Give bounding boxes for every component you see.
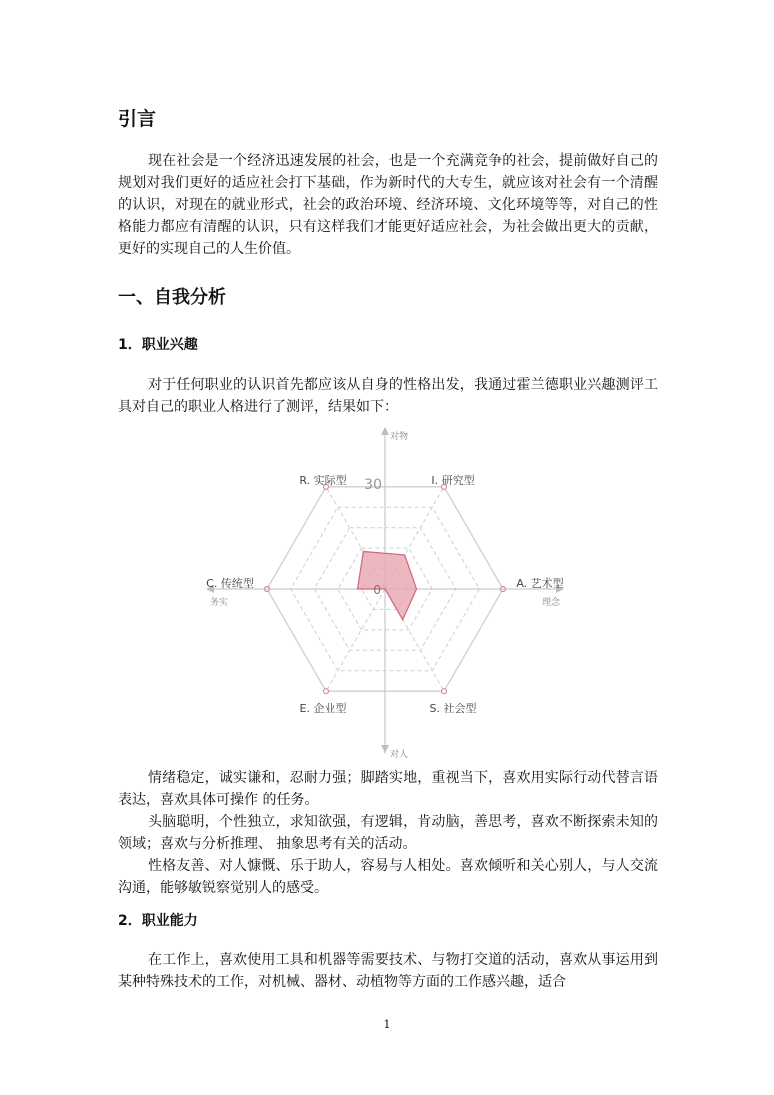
- radar-axis-label-3: S. 社会型: [429, 702, 477, 715]
- subsection-heading-ability: 2．职业能力: [118, 913, 198, 929]
- radar-direction-label-left: 务实: [210, 598, 229, 608]
- subsection-heading-interest: 1．职业兴趣: [118, 337, 198, 353]
- interest-paragraph-investigative: 头脑聪明，个性独立，求知欲强，有逻辑，肯动脑，善思考，喜欢不断探索未知的领域；喜欢与分析推理、 抽象思考有关的活动。: [118, 814, 658, 852]
- ability-paragraph: 在工作上，喜欢使用工具和机器等需要技术、与物打交道的活动，喜欢从事运用到某种特殊技术的工作，对机械、器材、动植物等方面的工作感兴趣，适合: [118, 952, 658, 990]
- radar-axis-label-1: I. 研究型: [431, 474, 475, 487]
- radar-axis-label-5: C. 传统型: [206, 577, 254, 590]
- interest-intro-paragraph: 对于任何职业的认识首先都应该从自身的性格出发，我通过霍兰德职业兴趣测评工具对自己的职业人格进行了测评，结果如下：: [118, 377, 658, 415]
- radar-tick-label-max: 30: [364, 477, 382, 493]
- radar-vertex-4: [324, 689, 329, 694]
- radar-axis-label-4: E. 企业型: [299, 702, 347, 715]
- radar-direction-label-right: 理念: [541, 598, 560, 608]
- intro-heading: 引言: [118, 108, 157, 130]
- section-heading: 一、自我分析: [118, 287, 226, 308]
- radar-spoke-4: [326, 589, 385, 691]
- intro-paragraph: 现在社会是一个经济迅速发展的社会，也是一个充满竞争的社会，提前做好自己的规划对我们更好的适应社会打下基础，作为新时代的大专生，就应该对社会有一个清醒的认识，对现在的就业形式，社会的政治环境、经济环境、文化环境等等，对自己的性格能力都应有清醒的认识，只有这样我们才能更好适应社会，为社会做出更大的贡献，更好的实现自己的人生价值。: [118, 153, 658, 257]
- radar-axis-label-0: R. 实际型: [299, 474, 347, 487]
- radar-svg: [190, 425, 580, 765]
- radar-tick-label-min: 0: [373, 583, 381, 597]
- radar-axis-label-2: A. 艺术型: [516, 577, 564, 590]
- interest-paragraph-realistic: 情绪稳定，诚实谦和，忍耐力强；脚踏实地，重视当下，喜欢用实际行动代替言语表达，喜欢具体可操作 的任务。: [118, 770, 658, 808]
- holland-radar-chart: [190, 425, 580, 765]
- radar-vertex-3: [442, 689, 447, 694]
- radar-direction-label-bottom: 对人: [390, 750, 409, 760]
- interest-paragraph-social: 性格友善、对人慷慨、乐于助人，容易与人相处。喜欢倾听和关心别人，与人交流沟通，能够敏锐察觉别人的感受。: [118, 858, 658, 896]
- page-number: 1: [383, 1018, 391, 1031]
- radar-direction-label-top: 对物: [390, 432, 409, 442]
